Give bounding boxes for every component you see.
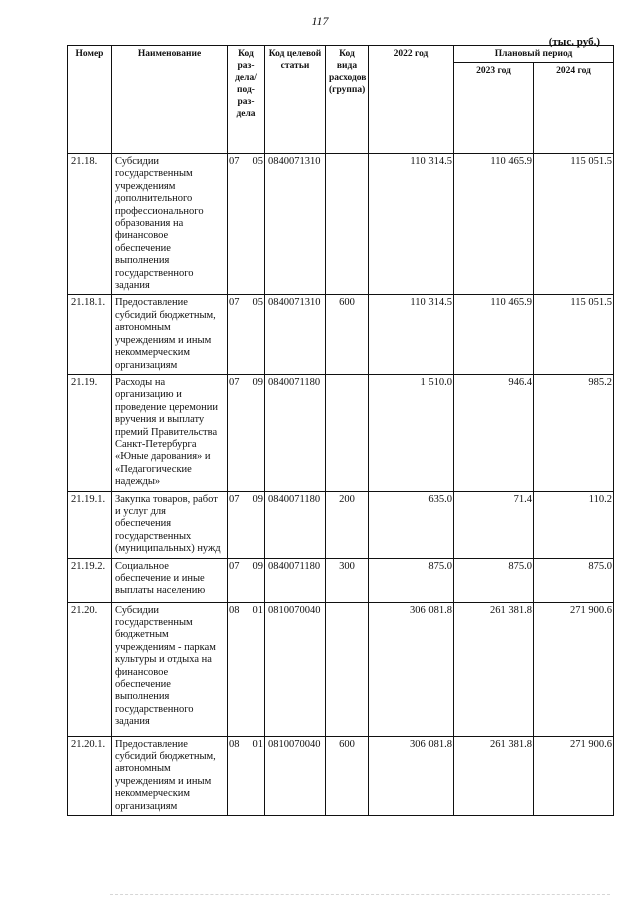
row-expense-type: [326, 154, 369, 295]
header-year-2022: 2022 год: [369, 46, 454, 154]
row-target-code: 0840071180: [265, 558, 326, 602]
row-amount-2022: 110 314.5: [369, 295, 454, 374]
row-name: Расходы на организацию и проведение церемонии вручения и выплату премий Правительства Санкт-Петербурга «Юные дарования» и «Педагогические надежды»: [112, 374, 228, 491]
row-amount-2023: 261 381.8: [454, 602, 534, 736]
row-amount-2024: 271 900.6: [534, 736, 614, 815]
row-amount-2023: 110 465.9: [454, 154, 534, 295]
row-target-code: 0840071180: [265, 374, 326, 491]
row-section-code: [228, 736, 265, 815]
row-subsection: 09: [252, 493, 263, 505]
header-planning-period: Плановый период: [454, 46, 614, 63]
row-target-code: 0810070040: [265, 736, 326, 815]
row-target-code: 0840071180: [265, 491, 326, 558]
row-section: 07: [229, 156, 240, 167]
row-amount-2024: 875.0: [534, 558, 614, 602]
header-year-2023: 2023 год: [454, 63, 534, 154]
row-amount-2022: 110 314.5: [369, 154, 454, 295]
table-row: [68, 374, 614, 491]
row-number: 21.18.1.: [68, 295, 112, 374]
header-expense-type: Код вида расходов (группа): [326, 46, 369, 154]
row-number: 21.20.: [68, 602, 112, 736]
row-name: Предоставление субсидий бюджетным, автономным учреждениям и иным некоммерческим организациям: [112, 295, 228, 374]
row-number: 21.20.1.: [68, 736, 112, 815]
row-amount-2023: 875.0: [454, 558, 534, 602]
row-amount-2023: 946.4: [454, 374, 534, 491]
row-name: Закупка товаров, работ и услуг для обеспечения государственных (муниципальных) нужд: [112, 491, 228, 558]
row-section: 08: [229, 604, 240, 616]
header-section-code: Код раз-дела/ под-раз-дела: [228, 46, 265, 154]
row-subsection: 01: [252, 604, 263, 616]
row-amount-2022: 1 510.0: [369, 374, 454, 491]
row-target-code: 0810070040: [265, 602, 326, 736]
row-name: Предоставление субсидий бюджетным, автономным учреждениям и иным некоммерческим организациям: [112, 736, 228, 815]
row-number: 21.19.: [68, 374, 112, 491]
row-amount-2024: 271 900.6: [534, 602, 614, 736]
row-amount-2023: 110 465.9: [454, 295, 534, 374]
units-label: (тыс. руб.): [548, 36, 600, 48]
header-target-code: Код целевой статьи: [265, 46, 326, 154]
row-section-code: [228, 295, 265, 374]
table-row: [68, 558, 614, 602]
row-name: Социальное обеспечение и иные выплаты населению: [112, 558, 228, 602]
row-expense-type: 600: [326, 736, 369, 815]
budget-table: [67, 45, 614, 816]
table-row: [68, 295, 614, 374]
row-subsection: 09: [252, 560, 263, 572]
row-amount-2024: 985.2: [534, 374, 614, 491]
table-row: [68, 491, 614, 558]
row-subsection: 01: [252, 738, 263, 750]
row-section: 07: [229, 376, 240, 388]
row-number: 21.19.1.: [68, 491, 112, 558]
footer-scan-marks: [110, 894, 610, 899]
row-subsection: 09: [252, 376, 263, 388]
row-amount-2024: 115 051.5: [534, 295, 614, 374]
table-row: [68, 154, 614, 295]
row-number: 21.19.2.: [68, 558, 112, 602]
row-section: 07: [229, 297, 240, 309]
table-row: [68, 736, 614, 815]
row-expense-type: 600: [326, 295, 369, 374]
row-number: 21.18.: [68, 154, 112, 295]
row-amount-2024: 110.2: [534, 491, 614, 558]
row-amount-2023: 261 381.8: [454, 736, 534, 815]
page-number: 117: [311, 14, 329, 28]
row-section-code: [228, 491, 265, 558]
header-year-2024: 2024 год: [534, 63, 614, 154]
row-amount-2024: 115 051.5: [534, 154, 614, 295]
row-section: 07: [229, 560, 240, 572]
row-section-code: [228, 558, 265, 602]
row-subsection: 05: [252, 156, 263, 167]
row-target-code: 0840071310: [265, 295, 326, 374]
row-subsection: 05: [252, 297, 263, 309]
row-target-code: 0840071310: [265, 154, 326, 295]
row-expense-type: 200: [326, 491, 369, 558]
row-section-code: [228, 154, 265, 295]
row-section-code: [228, 374, 265, 491]
row-amount-2022: 635.0: [369, 491, 454, 558]
row-section: 07: [229, 493, 240, 505]
row-amount-2023: 71.4: [454, 491, 534, 558]
row-expense-type: 300: [326, 558, 369, 602]
header-name: Наименование: [112, 46, 228, 154]
header-number: Номер: [68, 46, 112, 154]
row-name: Субсидии государственным учреждениям дополнительного профессионального образования на финансовое обеспечение выполнения государственного задания: [112, 154, 228, 295]
row-expense-type: [326, 602, 369, 736]
row-section-code: [228, 602, 265, 736]
table-row: [68, 602, 614, 736]
row-amount-2022: 306 081.8: [369, 602, 454, 736]
row-section: 08: [229, 738, 240, 750]
row-name: Субсидии государственным бюджетным учреждениям - паркам культуры и отдыха на финансовое обеспечение выполнения государственного задания: [112, 602, 228, 736]
row-amount-2022: 875.0: [369, 558, 454, 602]
row-expense-type: [326, 374, 369, 491]
row-amount-2022: 306 081.8: [369, 736, 454, 815]
